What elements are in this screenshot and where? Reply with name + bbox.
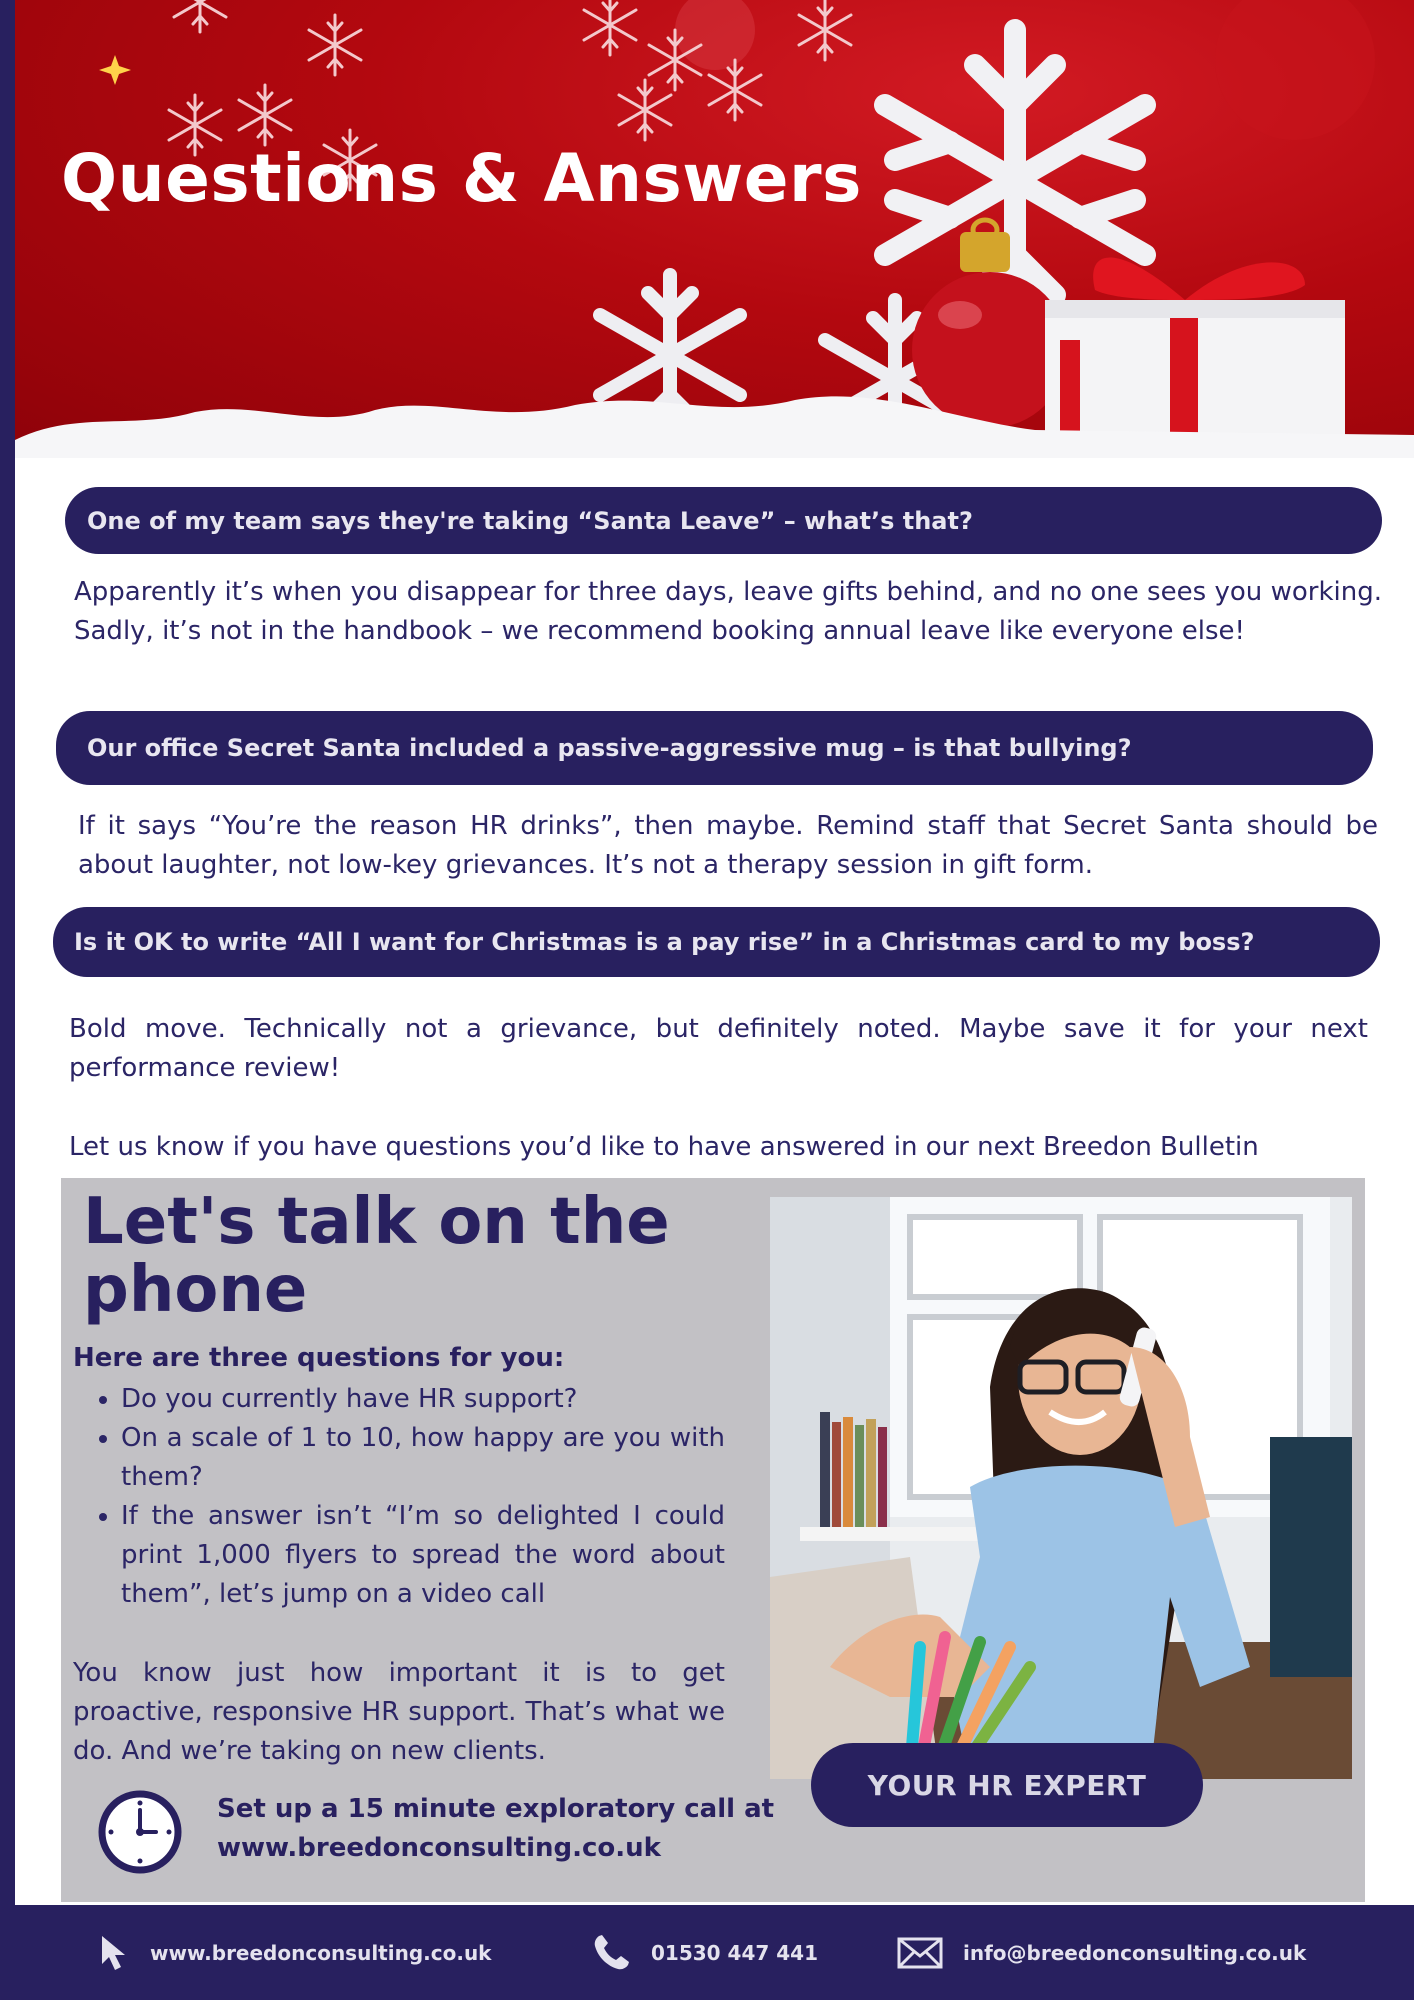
phone-title-line1: Let's talk on the: [83, 1185, 670, 1259]
question-banner: Is it OK to write “All I want for Christmas is a pay rise” in a Christmas card to my boss?: [53, 907, 1380, 977]
questions-subheading: Here are three questions for you:: [73, 1343, 565, 1373]
footer-email-text[interactable]: info@breedonconsulting.co.uk: [963, 1940, 1307, 1965]
sparkle-star: [99, 55, 131, 85]
left-accent-stripe: [0, 0, 15, 2000]
list-item: • On a scale of 1 to 10, how happy are you with them?: [121, 1419, 725, 1497]
footer-website-text[interactable]: www.breedonconsulting.co.uk: [150, 1940, 492, 1965]
question-banner: Our office Secret Santa included a passive-aggressive mug – is that bullying?: [56, 711, 1373, 785]
clock-icon: [98, 1790, 182, 1874]
cta-line1: Set up a 15 minute exploratory call at: [217, 1794, 775, 1824]
footer-phone-text[interactable]: 01530 447 441: [651, 1940, 819, 1965]
question-banner: One of my team says they're taking “Santa Leave” – what’s that?: [65, 487, 1382, 554]
footer: [0, 1905, 1414, 2000]
footer-email[interactable]: [897, 1905, 1306, 2000]
phone-title-line2: phone: [83, 1253, 308, 1327]
bauble-icon: [912, 220, 1068, 428]
gift-icon: [1045, 258, 1345, 459]
woman-on-phone-photo: [770, 1197, 1352, 1779]
cursor-icon: [98, 1934, 130, 1972]
footer-phone[interactable]: [591, 1905, 818, 2000]
hero-banner: [15, 0, 1414, 458]
your-hr-expert-badge: YOUR HR EXPERT: [811, 1743, 1203, 1827]
pitch-text: You know just how important it is to get proactive, responsive HR support. That’s what we do. And we’re taking on new clients.: [73, 1658, 725, 1766]
list-item: • If the answer isn’t “I’m so delighted I could print 1,000 flyers to spread the word about them”, let’s jump on a video call: [121, 1497, 725, 1614]
cta-link[interactable]: www.breedonconsulting.co.uk: [217, 1833, 661, 1863]
christmas-illustration: [15, 0, 1414, 458]
page-title: Questions & Answers: [61, 140, 862, 217]
answer-text: Apparently it’s when you disappear for three days, leave gifts behind, and no one sees you working. Sadly, it’s not in the handbook – we recommend booking annual leave like everyone else!: [74, 577, 1382, 646]
phone-icon: [591, 1933, 631, 1973]
questions-list: [73, 1380, 725, 1614]
phone-section-title: [83, 1185, 670, 1327]
call-to-action: [217, 1790, 774, 1868]
answer-text: Bold move. Technically not a grievance, but definitely noted. Maybe save it for your next performance review!: [69, 1014, 1368, 1083]
envelope-icon: [897, 1937, 943, 1969]
answer-text: If it says “You’re the reason HR drinks”, then maybe. Remind staff that Secret Santa should be about laughter, not low-key grievances. It’s not a therapy session in gift form.: [78, 811, 1378, 880]
list-item: • Do you currently have HR support?: [121, 1380, 725, 1419]
footer-website[interactable]: [98, 1905, 491, 2000]
invite-text: Let us know if you have questions you’d like to have answered in our next Breedon Bulletin: [69, 1132, 1259, 1162]
